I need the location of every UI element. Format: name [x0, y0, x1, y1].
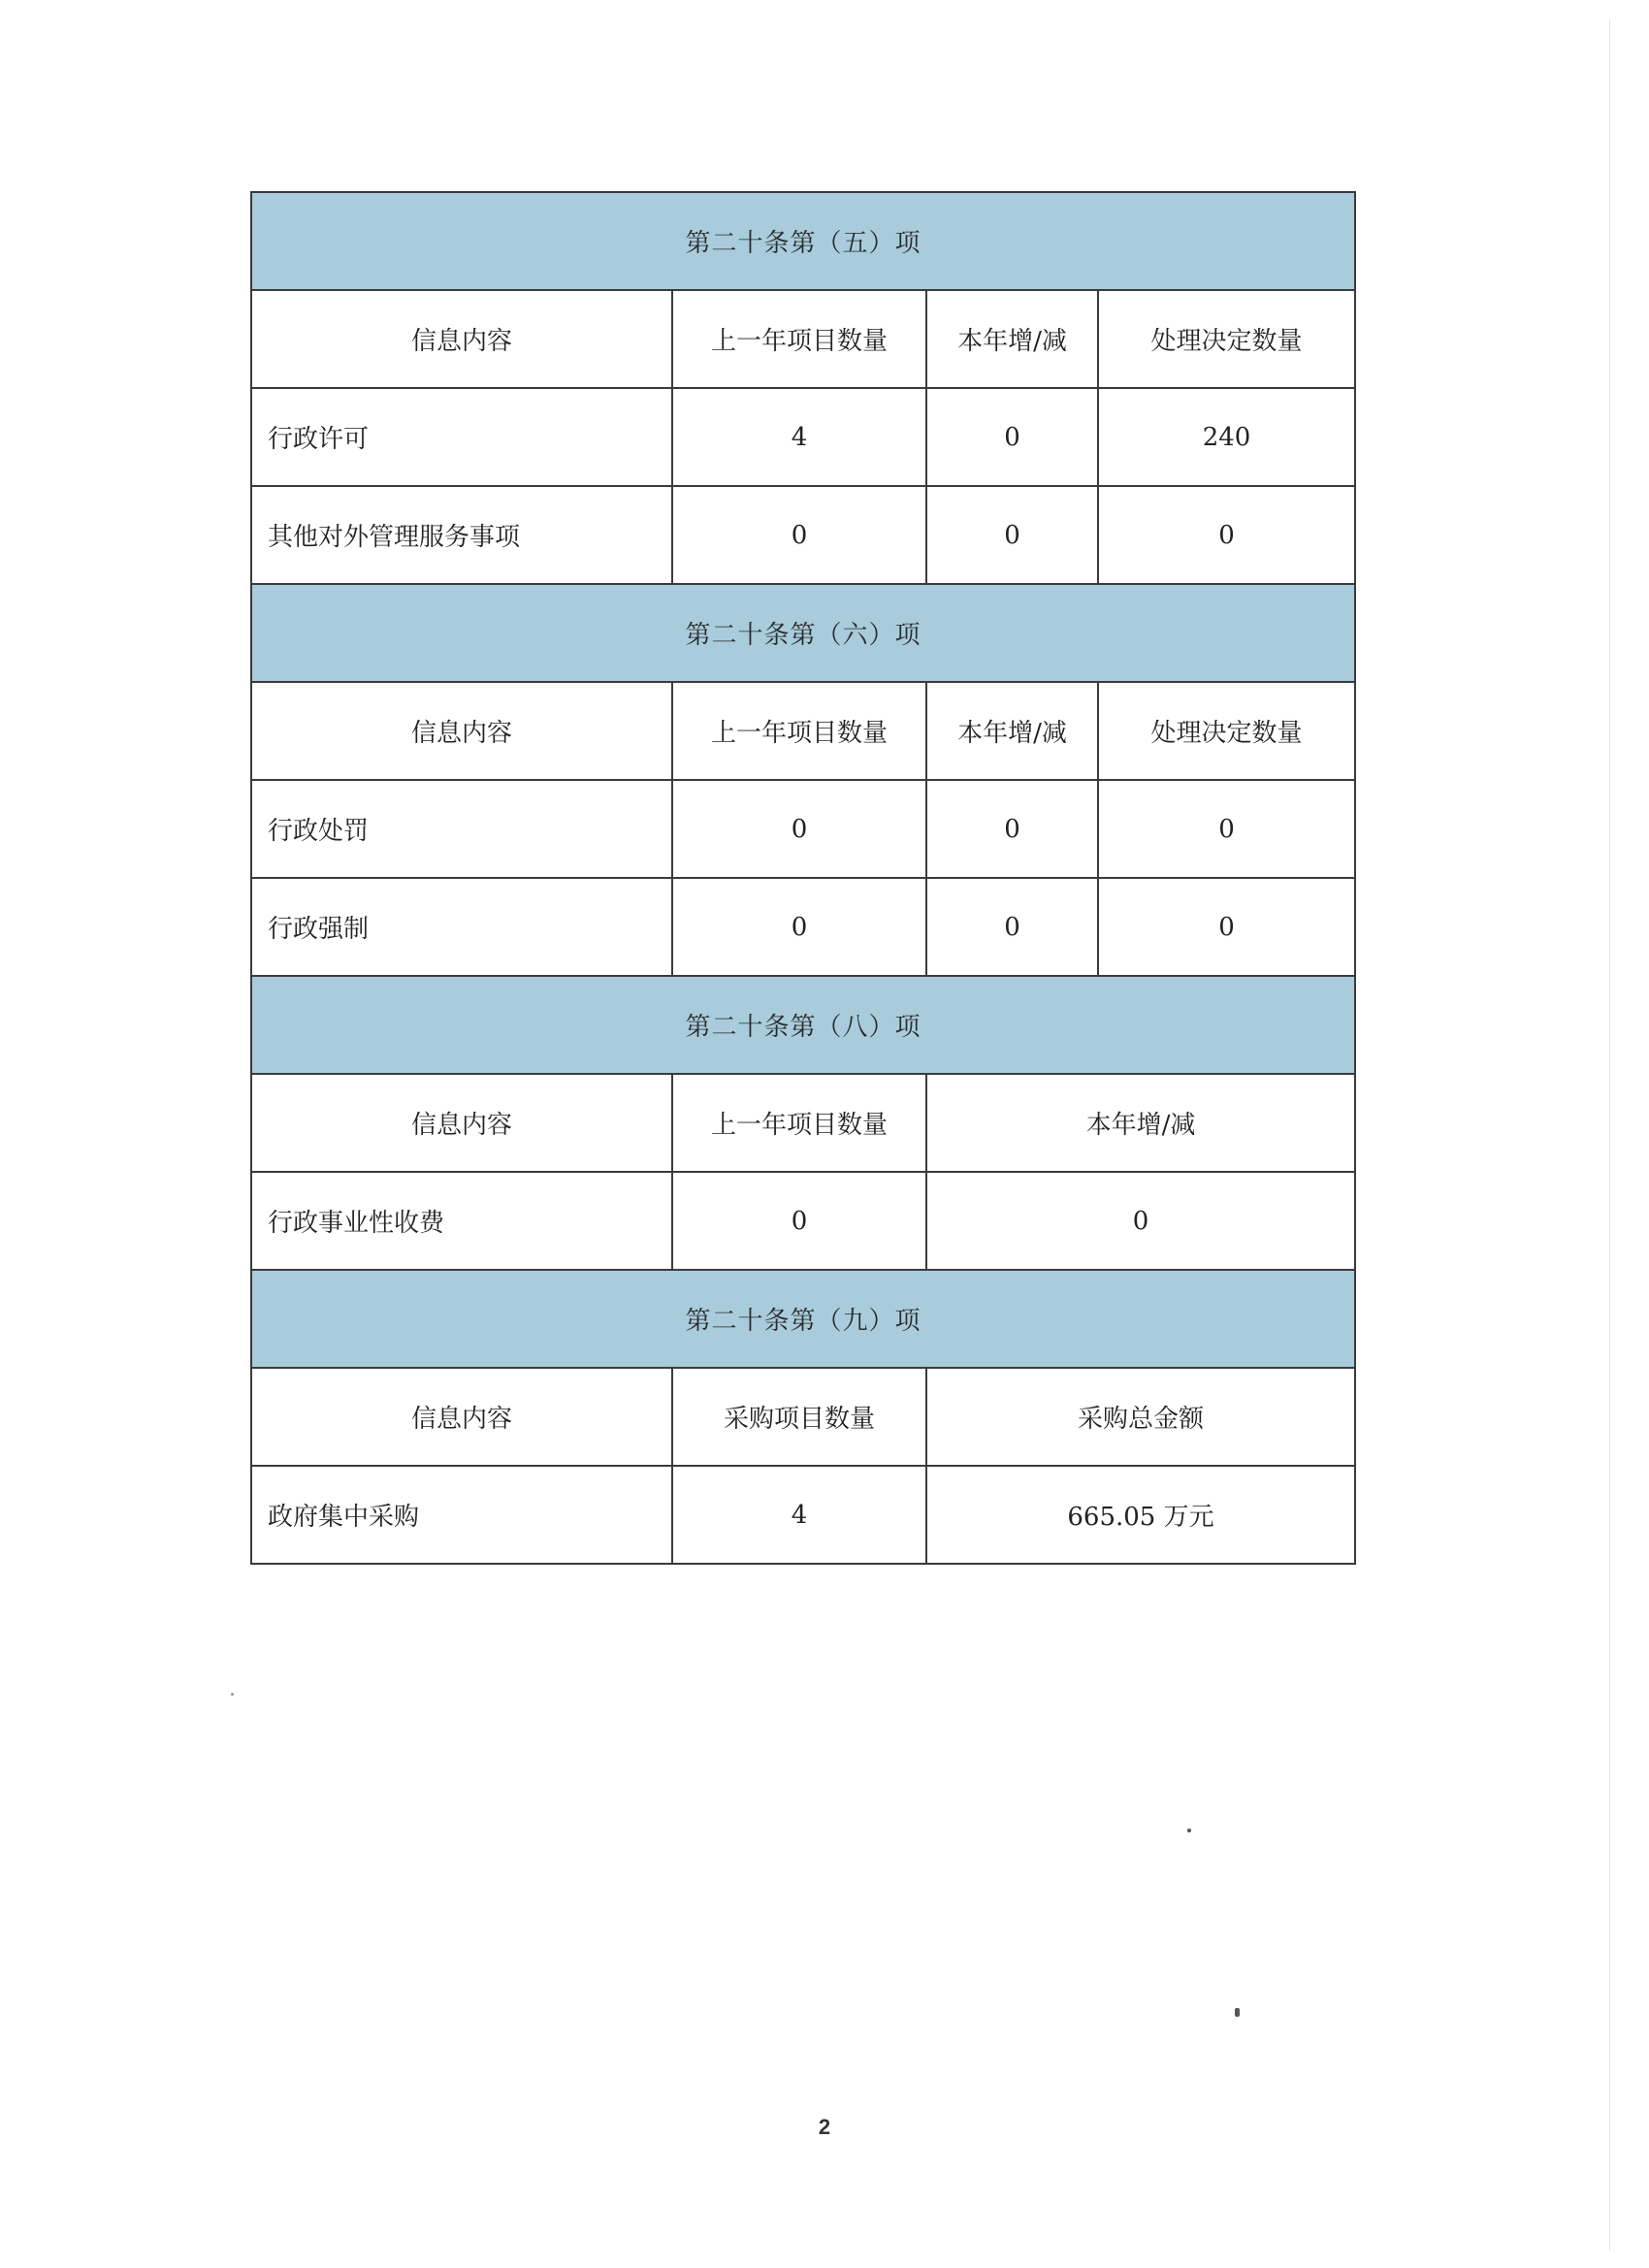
- column-header: 信息内容: [251, 1074, 672, 1172]
- table-cell: 4: [672, 1466, 926, 1564]
- column-header: 本年增/减: [926, 1074, 1355, 1172]
- row-label: 行政事业性收费: [251, 1172, 672, 1270]
- column-header: 上一年项目数量: [672, 1074, 926, 1172]
- table-cell: 0: [1098, 486, 1355, 584]
- column-header: 信息内容: [251, 1368, 672, 1466]
- table-row: [251, 486, 1355, 584]
- column-header: 信息内容: [251, 682, 672, 780]
- table-cell: 0: [1098, 878, 1355, 976]
- column-header: 采购总金额: [926, 1368, 1355, 1466]
- table-cell: 0: [926, 780, 1098, 878]
- table-cell: 0: [672, 486, 926, 584]
- column-header-row: [251, 682, 1355, 780]
- table-row: [251, 388, 1355, 486]
- column-header: 处理决定数量: [1098, 682, 1355, 780]
- row-label: 其他对外管理服务事项: [251, 486, 672, 584]
- table-cell: 240: [1098, 388, 1355, 486]
- table-cell: 0: [926, 486, 1098, 584]
- scan-speck: [1235, 2008, 1240, 2017]
- scan-edge-line: [1609, 19, 1610, 2251]
- section-heading: 第二十条第（九）项: [251, 1270, 1355, 1368]
- table-cell: 0: [926, 388, 1098, 486]
- table-cell: 0: [1098, 780, 1355, 878]
- column-header: 采购项目数量: [672, 1368, 926, 1466]
- table-cell: 0: [926, 878, 1098, 976]
- section-heading-row: [251, 976, 1355, 1074]
- row-label: 政府集中采购: [251, 1466, 672, 1564]
- section-heading-row: [251, 192, 1355, 290]
- row-label: 行政处罚: [251, 780, 672, 878]
- page-number: 2: [818, 2115, 831, 2139]
- scan-speck: [1187, 1829, 1191, 1832]
- table-row: [251, 780, 1355, 878]
- section-heading-row: [251, 1270, 1355, 1368]
- section-heading: 第二十条第（五）项: [251, 192, 1355, 290]
- column-header-row: [251, 290, 1355, 388]
- table-cell: 0: [672, 780, 926, 878]
- row-label: 行政许可: [251, 388, 672, 486]
- column-header-row: [251, 1368, 1355, 1466]
- section-heading-row: [251, 584, 1355, 682]
- column-header-row: [251, 1074, 1355, 1172]
- column-header: 上一年项目数量: [672, 290, 926, 388]
- table-cell: 665.05 万元: [926, 1466, 1355, 1564]
- disclosure-table: [250, 191, 1356, 1565]
- table-row: [251, 1172, 1355, 1270]
- section-heading: 第二十条第（六）项: [251, 584, 1355, 682]
- row-label: 行政强制: [251, 878, 672, 976]
- table-cell: 0: [672, 878, 926, 976]
- table-cell: 0: [926, 1172, 1355, 1270]
- column-header: 信息内容: [251, 290, 672, 388]
- table-row: [251, 878, 1355, 976]
- table-cell: 4: [672, 388, 926, 486]
- section-heading: 第二十条第（八）项: [251, 976, 1355, 1074]
- column-header: 本年增/减: [926, 290, 1098, 388]
- column-header: 处理决定数量: [1098, 290, 1355, 388]
- table-cell: 0: [672, 1172, 926, 1270]
- table-row: [251, 1466, 1355, 1564]
- scan-speck: [231, 1693, 234, 1696]
- column-header: 上一年项目数量: [672, 682, 926, 780]
- column-header: 本年增/减: [926, 682, 1098, 780]
